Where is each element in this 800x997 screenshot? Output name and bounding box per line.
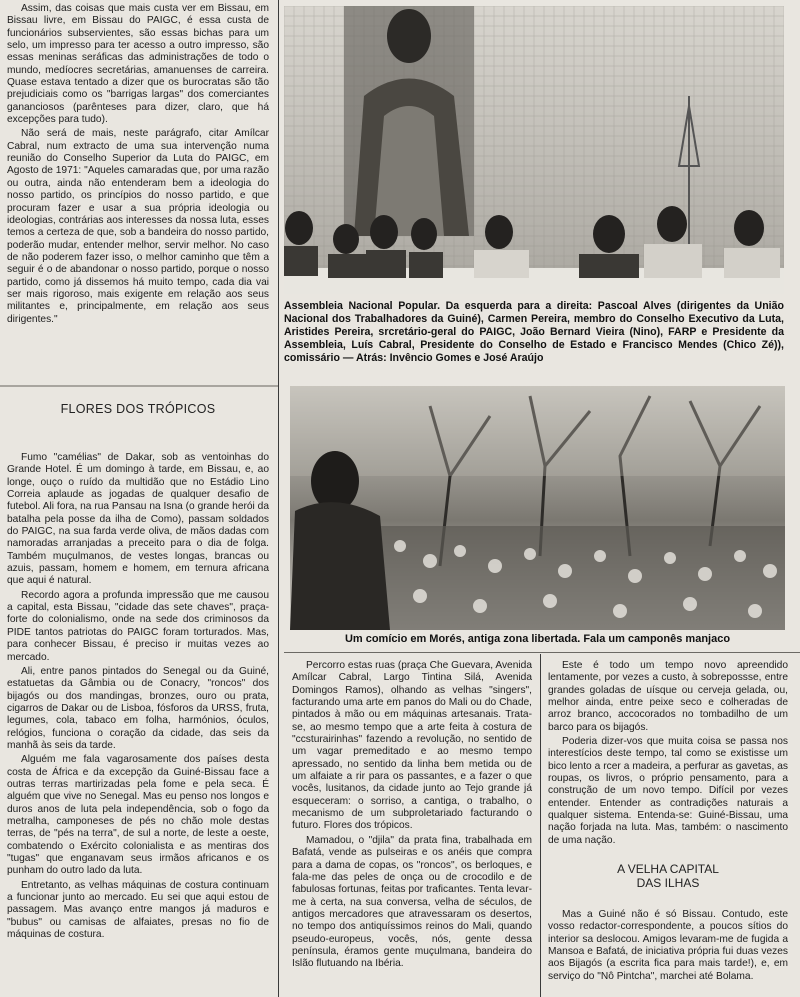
photo-assembly-caption: Assembleia Nacional Popular. Da esquerda para a direita: Pascoal Alves (dirigentes da União Nacional dos Trabalhadores da Guiné), Carmen Pereira, membro do Conselho Executivo da Luta, Aristides Pereira, srcretário-geral do PAIGC, João Bernard Vieira (Nino), FARP e Presidente da Assembleia, Luís Cabral, Presidente do Conselho de Estado e Francisco Mendes (Chico Zé)), comissário — Atrás: Invêncio Gomes e José Araújo [284, 300, 784, 364]
right-column-top [548, 660, 788, 847]
photo-assembly-image [284, 6, 784, 294]
article-paragraph: Poderia dizer-vos que muita coisa se passa nos interestícios deste tempo, tal como se existisse um bico lento a rcer a madeira, a perfurar as gavetas, as roupas, os livros, o próprio pensamento, para a construção de um novo tempo. Difícil por vezes entender. Entender as contradições naturais a qualquer sistema. Entenda-se: Guiné-Bissau, uma nação forjada na luta. Mas, também: o nascimento de uma nação. [548, 736, 788, 846]
photo-rally [290, 386, 785, 630]
horizontal-separator [284, 652, 800, 653]
photo-assembly [284, 6, 784, 294]
left-column-bottom [7, 452, 269, 941]
article-paragraph: Percorro estas ruas (praça Che Guevara, Avenida Amílcar Cabral, Largo Tintina Silá, Avenida Domingos Ramos), olhando as velhas "singers", facturando uma arte em panos do Mali ou do Chade, pintados à mão ou em máquinas artesanais. Trata-se, ao mesmo tempo que a arte feita à costura de "ccsturairinhas" fazendo a revolução, no sentido de um vagar premeditado e ao mesmo tempo apressado, no sentido da linha bem metida ou de um alfaiate a rir para os passantes, e a fazer o que vocês, lusitanos, da cidade junto ao Tejo grande já esqueceram: o sorriso, a cantiga, o trabalho, o mecanismo de um subproletariado facturando o futuro. Flores dos trópicos. [292, 660, 532, 832]
article-paragraph: Recordo agora a profunda impressão que me causou a capital, esta Bissau, "cidade das sete chaves", praça-forte do colonialismo, onde na sede dos criminosos da PIDE tantos patriotas do PAIGC foram torturados. Mas, para conhecer Bissau, é preciso ir muitas vezes ao mercado. [7, 589, 269, 663]
column-separator [0, 385, 278, 387]
article-paragraph: Alguém me fala vagarosamente dos países desta costa de África e da excepção da Guiné-Bissau face a outras terras martirizadas pela fome e pela seca. É alguém que vive no Senegal. Mas eu penso nos longos e duros anos de luta pela independência, sob o fogo da metralha, camponeses de pés no chão mole destas terras, de "pés na terra", de sul a norte, de leste a oeste, combatendo o Exército colonialista e as mentiras dos "tugas" que enganavam seus irmãos africanos e os punham do outro lado da luta. [7, 754, 269, 877]
article-paragraph: Este é todo um tempo novo apreendido lentamente, por vezes a custo, à sobrepossse, entre grandes goladas de uísque ou cerveja gelada, ou, melhor ainda, entre peixe seco e colheradas de arroz branco, accocorados no tombadilho de um barco para os bijagós. [548, 660, 788, 733]
right-column-bottom [548, 909, 788, 983]
article-paragraph: Ali, entre panos pintados do Senegal ou da Guiné, estatuetas da Gâmbia ou de Conacry, "roncos" dos bijagós ou dos mandingas, bronzes, ouro ou prata, cigarros de Dakar ou de Lisboa, fósforos da URSS, fruta, legumes, cola, tabaco em folha, harmónios, óculos, relógios, funciona o coração da cidade, das seis da manhã às seis da tarde. [7, 665, 269, 751]
section-title-capital: A VELHA CAPITAL DAS ILHAS [617, 862, 719, 890]
section-title-flores: FLORES DOS TRÓPICOS [60, 402, 216, 416]
article-paragraph: Fumo "camélias" de Dakar, sob as ventoinhas do Grande Hotel. É um domingo à tarde, em Bissau, e, ao longe, ouço o ruído da multidão que no Estádio Lino Correia aplaude as jogadas de qualquer desafio de futebol. Ali fora, na rua Pansau na Isna (o grande herói da batalha pela posse da ilha de Como), passam soldados do PAIGC, na sua farda verde oliva, de mãos dadas com namoradas arranjadas a preceito para o dia de folga. Também muçulmanos, de vestes longas, brancas ou azuis, passam, homem e homem, em ternura africana que aqui é natural. [7, 452, 269, 587]
photo-rally-image [290, 386, 785, 630]
article-paragraph: Entretanto, as velhas máquinas de costura continuam a funcionar junto ao mercado. Eu sei que aqui estou de passagem. Mas avanço entre mangos já maduros e "bubus" ou camisas de alfaiates, presas no fio de máquinas de costura. [7, 879, 269, 941]
article-paragraph: Mamadou, o "djila" da prata fina, trabalhada em Bafatá, vende as pulseiras e os anéis que compra para a dama de copas, os "roncos", os berloques, e fala-me das peles de onça ou de crocodilo e de fabulosas fortunas, feitas por traficantes. Tenta levar-me à certa, na sua conversa, velha de séculos, de antigos mercadores que atravessaram os desertos, no tempo dos antiquíssimos reinos do Mali, quando pseudo-europeus, vocês, nós, gente dessa península, éramos gente muçulmana, bandeira do Islão flutuando na Ibéria. [292, 834, 532, 970]
photo-rally-caption: Um comício em Morés, antiga zona libertada. Fala um camponês manjaco [344, 633, 731, 645]
vertical-rule [278, 0, 279, 997]
middle-column [292, 660, 532, 971]
left-column-top [7, 3, 269, 326]
article-paragraph: Mas a Guiné não é só Bissau. Contudo, este vosso redactor-correspondente, a poucos sítios do interior sa deslocou. Amigos levaram-me de fugida a Mansoa e Bafatá, de iniciativa própria fui duas vezes aos Bijagós (a escrita fica para mais tarde!), e, em serviço do "Nô Pintcha", marchei até Bolama. [548, 909, 788, 982]
article-paragraph: Assim, das coisas que mais custa ver em Bissau, em Bissau livre, em Bissau do PAIGC, é essa custa de funcionários subservientes, são essas bichas para um selo, um impresso para ter acesso a outro impresso, são essas meninas seráficas das administrações de todo o mundo, medíocres secretárias, amanuenses de carreira. Quase estava tentado a dizer que os burocratas são tão prejudiciais como os "barrigas largas" dos comerciantes gananciosos (parênteses para dizer, claro, que há excepções para tudo). [7, 3, 269, 126]
article-paragraph: Não será de mais, neste parágrafo, citar Amílcar Cabral, num extracto de uma sua intervenção numa reunião do Conselho Superior da Luta do PAIGC, em Agosto de 1971: "Aqueles camaradas que, por uma razão ou outra, ainda não entenderam bem a ideologia do nosso partido, os princípios do nosso partido, e que procuram fazer e usar a sua própria ideologia ou ideologias, contrárias aos interesses da nossa luta, esses temos a certeza de que, sob a bandeira do nosso partido, poderão mudar, entender melhor, servir melhor. No caso de não poderem fazer isso, o melhor caminho que têm a seguir é o de abandonar o nosso partido, porque o nosso partido, como já dissemos há muito tempo, cada dia vai ser mais rigoroso, mais exigente em relação aos seus militantes e, principalmente, em relação aos seus dirigentes." [7, 128, 269, 325]
vertical-rule-right [540, 654, 541, 997]
